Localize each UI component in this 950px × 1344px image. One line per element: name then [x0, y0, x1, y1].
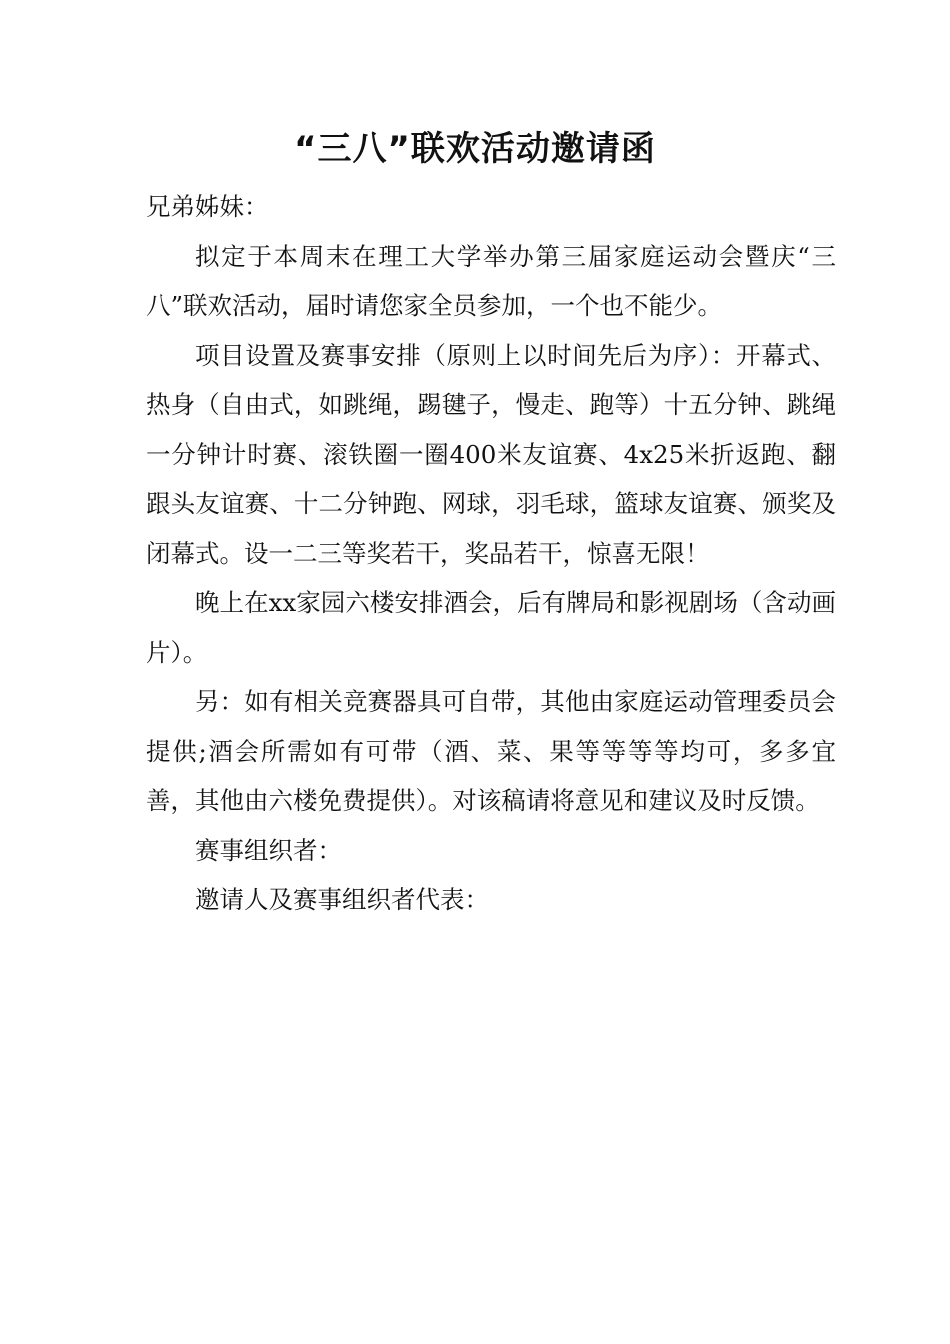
salutation: 兄弟姊妹：: [146, 192, 269, 221]
document-title: “三八”联欢活动邀请函: [294, 129, 656, 169]
paragraph-schedule: 项目设置及赛事安排（原则上以时间先后为序）：开幕式、热身（自由式，如跳绳，踢毽子，慢走、跑等）十五分钟、跳绳一分钟计时赛、滚铁圈一圈400米友谊赛、4x25米折返跑、翻跟头友谊赛、十二分钟跑、网球，羽毛球，篮球友谊赛、颁奖及闭幕式。设一二三等奖若干，奖品若干，惊喜无限！: [146, 340, 836, 568]
paragraph-evening: 晚上在xx家园六楼安排酒会，后有牌局和影视剧场（含动画片）。: [146, 588, 836, 667]
organizer-label: 赛事组织者：: [195, 835, 342, 865]
paragraph-invitation: 拟定于本周末在理工大学举办第三届家庭运动会暨庆“三八”联欢活动，届时请您家全员参加，一个也不能少。: [146, 241, 836, 320]
inviter-label: 邀请人及赛事组织者代表：: [195, 885, 489, 914]
paragraph-notes: 另：如有相关竞赛器具可自带，其他由家庭运动管理委员会提供;酒会所需如有可带（酒、菜、果等等等等均可，多多宜善，其他由六楼免费提供）。对该稿请将意见和建议及时反馈。: [146, 687, 836, 815]
document-body: [146, 182, 836, 925]
